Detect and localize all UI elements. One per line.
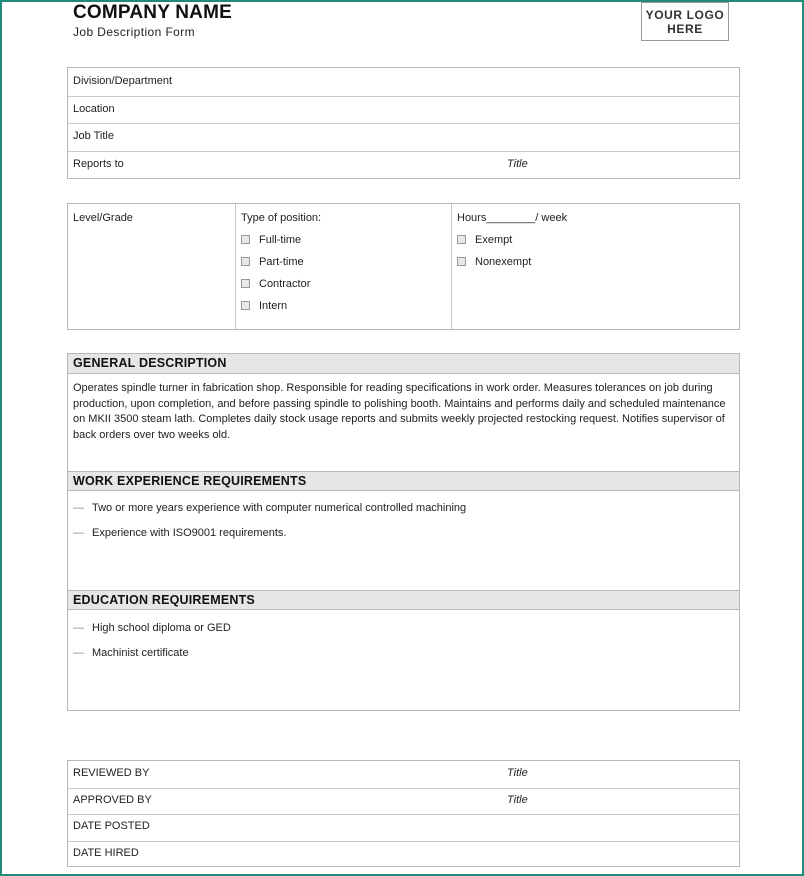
dash-icon: —	[73, 647, 84, 659]
dash-icon: —	[73, 527, 84, 539]
checkbox-icon[interactable]	[457, 235, 466, 244]
signoff-row-reviewed[interactable]	[68, 761, 739, 789]
hours-cell	[452, 204, 739, 329]
level-grade-label: Level/Grade	[73, 212, 133, 224]
general-description-text[interactable]: Operates spindle turner in fabrication shop. Responsible for reading specifications in work order. Measures tolerances on job during production, upon completion, and before passing spindle to polishing booth. Maintains and performs daily and scheduled maintenance on MKII 3500 steam lath. Completes daily stock usage reports and submits weekly projected restocking request. Notifies supervisor of back orders over two weeks old.	[73, 382, 726, 441]
level-grade-cell[interactable]	[68, 204, 235, 329]
option-contractor[interactable]: Contractor	[241, 278, 310, 290]
info-row-division[interactable]	[68, 68, 739, 97]
list-item[interactable]: — Machinist certificate	[73, 647, 189, 659]
checkbox-icon[interactable]	[457, 257, 466, 266]
checkbox-icon[interactable]	[241, 279, 250, 288]
logo-placeholder	[641, 2, 729, 41]
position-table	[67, 203, 740, 330]
dash-icon: —	[73, 622, 84, 634]
option-exempt[interactable]: Exempt	[457, 234, 512, 246]
education-heading: EDUCATION REQUIREMENTS	[68, 590, 739, 610]
signoff-label: REVIEWED BY	[73, 767, 150, 779]
work-experience-heading: WORK EXPERIENCE REQUIREMENTS	[68, 471, 739, 491]
signoff-label: APPROVED BY	[73, 794, 152, 806]
info-row-job-title[interactable]	[68, 123, 739, 152]
signoff-label: DATE POSTED	[73, 820, 150, 832]
signoff-row-date-posted[interactable]	[68, 814, 739, 842]
info-row-location[interactable]	[68, 96, 739, 124]
checkbox-icon[interactable]	[241, 235, 250, 244]
info-label: Reports to	[73, 158, 124, 170]
list-item[interactable]: — Two or more years experience with computer numerical controlled machining	[73, 502, 467, 514]
info-label: Division/Department	[73, 75, 173, 87]
info-label: Location	[73, 103, 115, 115]
logo-text-line1: YOUR LOGO	[645, 8, 725, 22]
option-full-time[interactable]: Full-time	[241, 234, 301, 246]
option-intern[interactable]: Intern	[241, 300, 287, 312]
dash-icon: —	[73, 502, 84, 514]
info-table	[67, 67, 740, 179]
form-title: Job Description Form	[73, 25, 196, 39]
general-description-heading: GENERAL DESCRIPTION	[68, 354, 739, 374]
info-label: Job Title	[73, 130, 114, 142]
signoff-row-date-hired[interactable]	[68, 841, 739, 867]
list-item[interactable]: — High school diploma or GED	[73, 622, 231, 634]
signoff-label: DATE HIRED	[73, 847, 139, 859]
signoff-table	[67, 760, 740, 867]
checkbox-icon[interactable]	[241, 301, 250, 310]
option-part-time[interactable]: Part-time	[241, 256, 304, 268]
position-type-cell	[236, 204, 451, 329]
list-item[interactable]: — Experience with ISO9001 requirements.	[73, 527, 287, 539]
position-type-label: Type of position:	[241, 212, 322, 224]
checkbox-icon[interactable]	[241, 257, 250, 266]
hours-per-week-field[interactable]: Hours________/ week	[457, 212, 568, 224]
signoff-row-approved[interactable]	[68, 788, 739, 815]
description-table	[67, 353, 740, 711]
title-label: Title	[507, 794, 528, 806]
title-label: Title	[507, 158, 528, 170]
option-nonexempt[interactable]: Nonexempt	[457, 256, 531, 268]
logo-text-line2: HERE	[667, 22, 703, 36]
info-row-reports-to[interactable]	[68, 151, 739, 179]
company-name: COMPANY NAME	[73, 2, 232, 23]
title-label: Title	[507, 767, 528, 779]
